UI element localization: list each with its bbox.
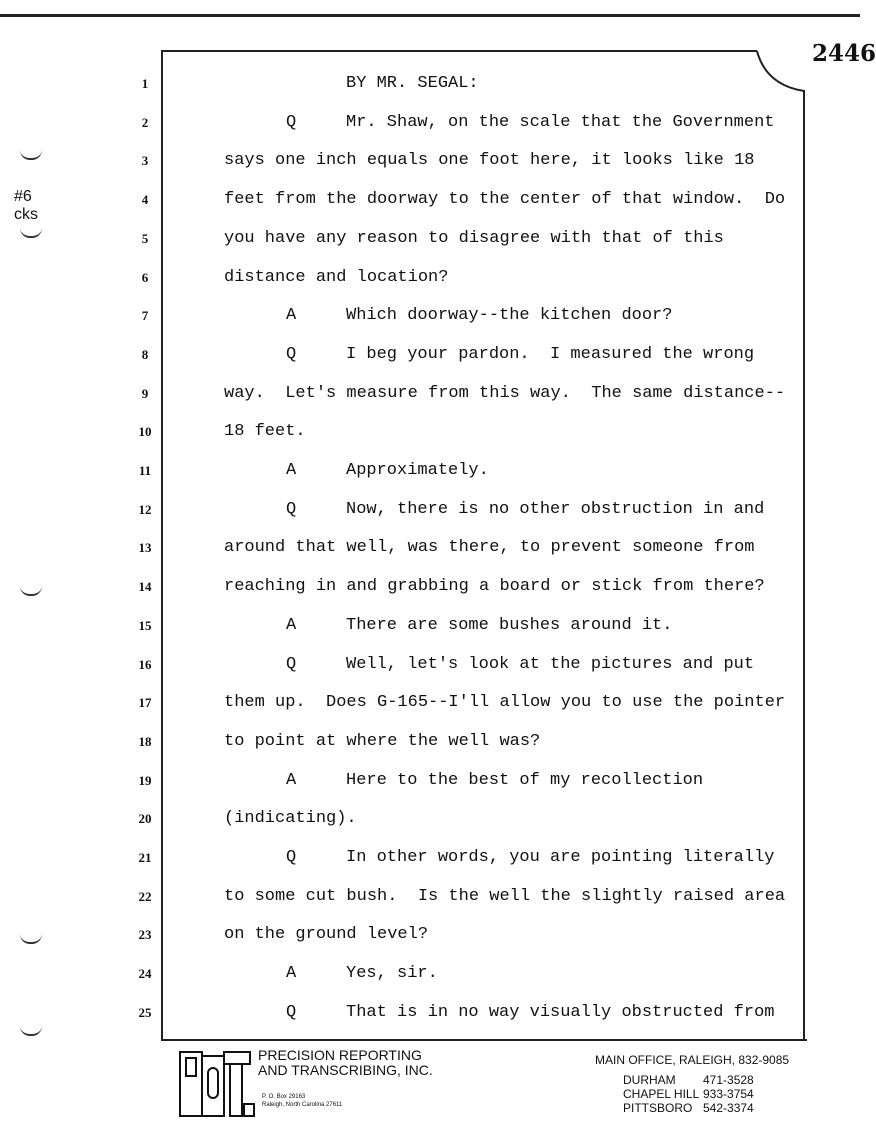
office-item <box>623 1073 754 1087</box>
line-number: 16 <box>138 656 152 672</box>
office-phone: 542-3374 <box>703 1101 754 1115</box>
page-number: 2446 <box>812 40 876 67</box>
line-text: Yes, sir. <box>346 964 438 984</box>
line-text: Now, there is no other obstruction in and <box>346 499 765 519</box>
line-text: Which doorway--the kitchen door? <box>346 306 673 326</box>
line-number: 24 <box>138 966 152 982</box>
transcript-line <box>0 151 860 171</box>
transcript-line <box>0 925 860 945</box>
line-text: feet from the doorway to the center of that window. Do <box>224 190 786 210</box>
company-line-2: AND TRANSCRIBING, INC. <box>258 1062 433 1078</box>
office-name: DURHAM <box>623 1073 676 1087</box>
line-number: 18 <box>138 733 152 749</box>
line-number: 11 <box>138 463 152 478</box>
page-top-rule <box>0 14 860 17</box>
speaker-label: A <box>286 770 297 790</box>
margin-note: cks <box>14 206 38 223</box>
transcript-line <box>0 268 860 288</box>
line-text: Mr. Shaw, on the scale that the Government <box>346 112 775 132</box>
line-number: 17 <box>138 695 152 711</box>
transcript-line <box>0 693 860 713</box>
line-number: 20 <box>138 811 152 827</box>
transcript-line <box>0 538 860 558</box>
line-number: 22 <box>138 888 152 904</box>
line-number: 7 <box>141 308 149 324</box>
line-text: reaching in and grabbing a board or stick from there? <box>224 577 765 597</box>
transcript-line <box>0 616 860 636</box>
line-text: way. Let's measure from this way. The same distance-- <box>224 383 786 403</box>
line-number: 5 <box>141 230 149 246</box>
office-name: CHAPEL HILL <box>623 1087 700 1101</box>
line-text: There are some bushes around it. <box>346 615 673 635</box>
speaker-label: Q <box>286 1002 297 1022</box>
speaker-label: A <box>286 615 297 635</box>
line-number: 21 <box>138 850 152 865</box>
line-number: 10 <box>138 424 152 440</box>
line-number: 9 <box>141 385 149 401</box>
line-text: Here to the best of my recollection <box>346 770 704 790</box>
line-number: 6 <box>141 269 149 285</box>
line-text: I beg your pardon. I measured the wrong <box>346 344 755 364</box>
line-number: 13 <box>138 540 152 556</box>
transcript-line <box>0 964 860 984</box>
speaker-label: A <box>286 964 297 984</box>
line-text: on the ground level? <box>224 925 429 945</box>
transcript-line <box>0 500 860 520</box>
office-item <box>623 1087 754 1101</box>
line-number: 4 <box>141 192 149 208</box>
line-text: In other words, you are pointing literally <box>346 848 775 867</box>
line-text: you have any reason to disagree with that of this <box>224 228 724 248</box>
line-number: 12 <box>138 501 152 517</box>
transcript-line <box>0 113 860 133</box>
line-number: 2 <box>141 114 149 130</box>
line-number: 25 <box>138 1004 152 1020</box>
company-line-1: PRECISION REPORTING <box>258 1047 422 1063</box>
office-name: PITTSBORO <box>623 1101 693 1115</box>
footer <box>0 1046 860 1123</box>
speaker-label: Q <box>286 344 297 364</box>
po-box: P. O. Box 29163 <box>262 1094 306 1100</box>
transcript-line <box>0 887 860 907</box>
line-text: distance and location? <box>224 267 449 287</box>
speaker-label: Q <box>286 654 297 674</box>
transcript-line <box>0 306 860 326</box>
transcript-line <box>0 732 860 752</box>
transcript-line <box>0 1003 860 1023</box>
speaker-label: Q <box>286 848 297 867</box>
transcript-line <box>0 422 860 442</box>
company-logo <box>178 1050 256 1120</box>
line-text: says one inch equals one foot here, it looks like 18 <box>224 151 755 171</box>
line-text: Well, let's look at the pictures and put <box>346 654 755 674</box>
transcript-line <box>0 848 860 868</box>
line-text: 18 feet. <box>224 422 306 442</box>
speaker-label: Q <box>286 499 297 519</box>
line-text: BY MR. SEGAL: <box>346 74 479 93</box>
transcript-line <box>0 577 860 597</box>
line-number: 23 <box>138 927 152 943</box>
speaker-label: A <box>286 306 297 326</box>
line-number: 14 <box>138 579 152 595</box>
transcript-line <box>0 229 860 249</box>
line-text: around that well, was there, to prevent someone from <box>224 538 755 558</box>
transcript-line <box>0 655 860 675</box>
line-text: (indicating). <box>224 809 357 829</box>
speaker-label: Q <box>286 112 297 132</box>
line-text: them up. Does G-165--I'll allow you to use the pointer <box>224 693 786 713</box>
company-address <box>262 1093 342 1109</box>
line-number: 1 <box>141 76 149 91</box>
transcript-line <box>0 190 860 210</box>
transcript-line <box>0 345 860 365</box>
line-number: 3 <box>141 153 149 169</box>
line-text: to some cut bush. Is the well the slightly raised area <box>224 886 786 906</box>
office-item <box>623 1101 754 1115</box>
line-text: That is in no way visually obstructed from <box>346 1002 775 1022</box>
main-office: MAIN OFFICE, RALEIGH, 832-9085 <box>595 1053 790 1067</box>
line-number: 19 <box>138 772 152 788</box>
line-number: 15 <box>138 617 152 633</box>
office-list <box>623 1073 754 1115</box>
office-phone: 933-3754 <box>703 1087 754 1101</box>
line-number: 8 <box>141 346 149 362</box>
transcript-line <box>0 771 860 791</box>
address-city: Raleigh, North Carolina 27611 <box>262 1102 343 1108</box>
transcript-line <box>0 384 860 404</box>
company-name <box>258 1048 433 1078</box>
office-phone: 471-3528 <box>703 1073 754 1087</box>
line-text: to point at where the well was? <box>224 731 541 751</box>
transcript-line <box>0 74 860 94</box>
margin-note: #6 <box>14 188 32 205</box>
line-text: Approximately. <box>346 461 489 480</box>
transcript-line <box>0 809 860 829</box>
margin-mark <box>20 1026 42 1036</box>
transcript-line <box>0 461 860 481</box>
speaker-label: A <box>286 461 297 480</box>
